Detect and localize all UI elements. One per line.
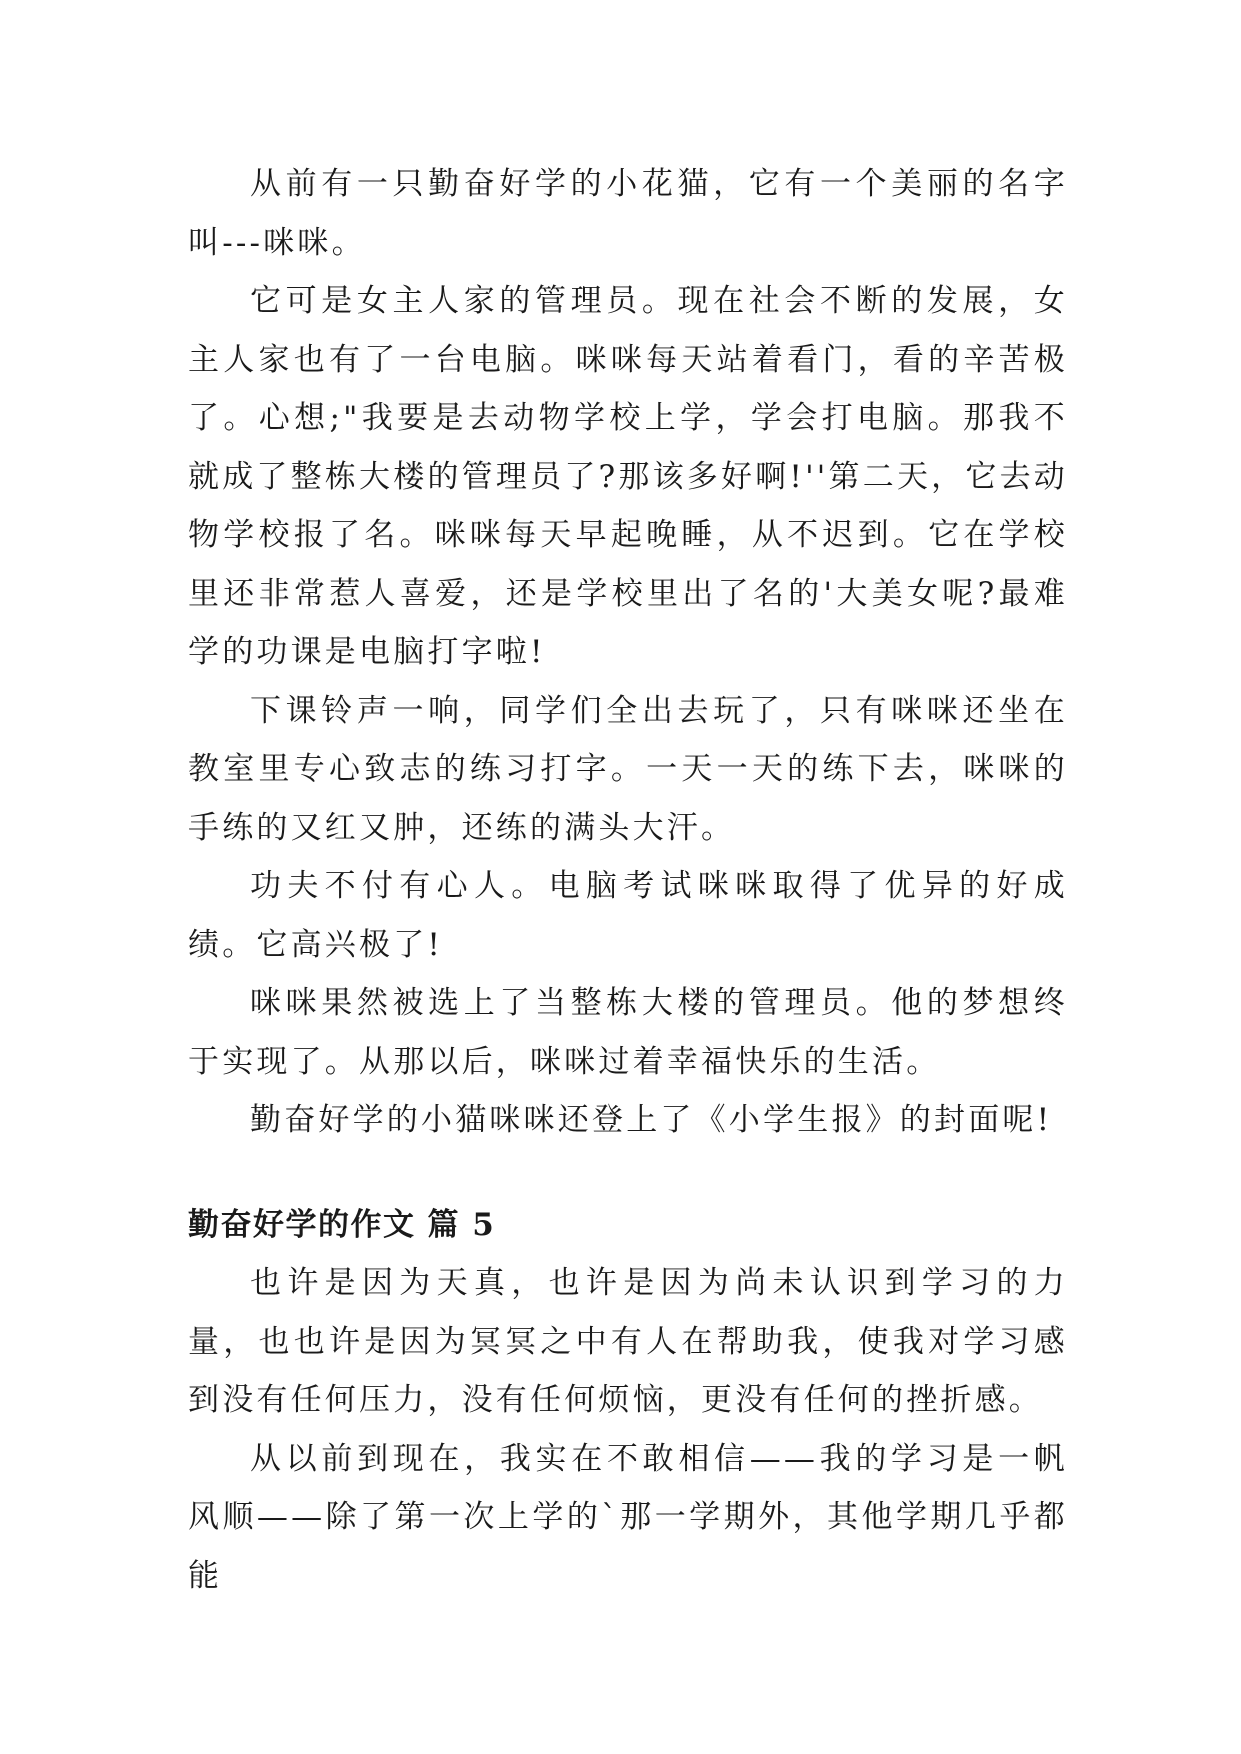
- section-heading-title: 勤奋好学的作文: [188, 1206, 416, 1243]
- section-heading-number: 篇 5: [427, 1206, 496, 1243]
- paragraph: 功夫不付有心人。电脑考试咪咪取得了优异的好成绩。它高兴极了!: [188, 868, 1068, 963]
- essay-section-5: [188, 1196, 1068, 1606]
- section-heading: [188, 1196, 1068, 1255]
- paragraph: 咪咪果然被选上了当整栋大楼的管理员。他的梦想终于实现了。从那以后，咪咪过着幸福快乐的生活。: [188, 985, 1068, 1080]
- paragraph: 也许是因为天真，也许是因为尚未认识到学习的力量，也也许是因为冥冥之中有人在帮助我，使我对学习感到没有任何压力，没有任何烦恼，更没有任何的挫折感。: [188, 1265, 1068, 1418]
- paragraph: 它可是女主人家的管理员。现在社会不断的发展，女主人家也有了一台电脑。咪咪每天站着看门，看的辛苦极了。心想;"我要是去动物学校上学，学会打电脑。那我不就成了整栋大楼的管理员了?那该多好啊!''第二天，它去动物学校报了名。咪咪每天早起晚睡，从不迟到。它在学校里还非常惹人喜爱，还是学校里出了名的'大美女呢?最难学的功课是电脑打字啦!: [188, 283, 1068, 670]
- paragraph: 从以前到现在，我实在不敢相信——我的学习是一帆风顺——除了第一次上学的`那一学期外，其他学期几乎都能: [188, 1440, 1068, 1594]
- essay-section-4: [188, 155, 1068, 1150]
- document-page: [188, 155, 1068, 1605]
- paragraph: 勤奋好学的小猫咪咪还登上了《小学生报》的封面呢!: [250, 1102, 1053, 1138]
- paragraph: 从前有一只勤奋好学的小花猫，它有一个美丽的名字叫---咪咪。: [188, 166, 1068, 261]
- paragraph: 下课铃声一响，同学们全出去玩了，只有咪咪还坐在教室里专心致志的练习打字。一天一天的练下去，咪咪的手练的又红又肿，还练的满头大汗。: [188, 692, 1068, 846]
